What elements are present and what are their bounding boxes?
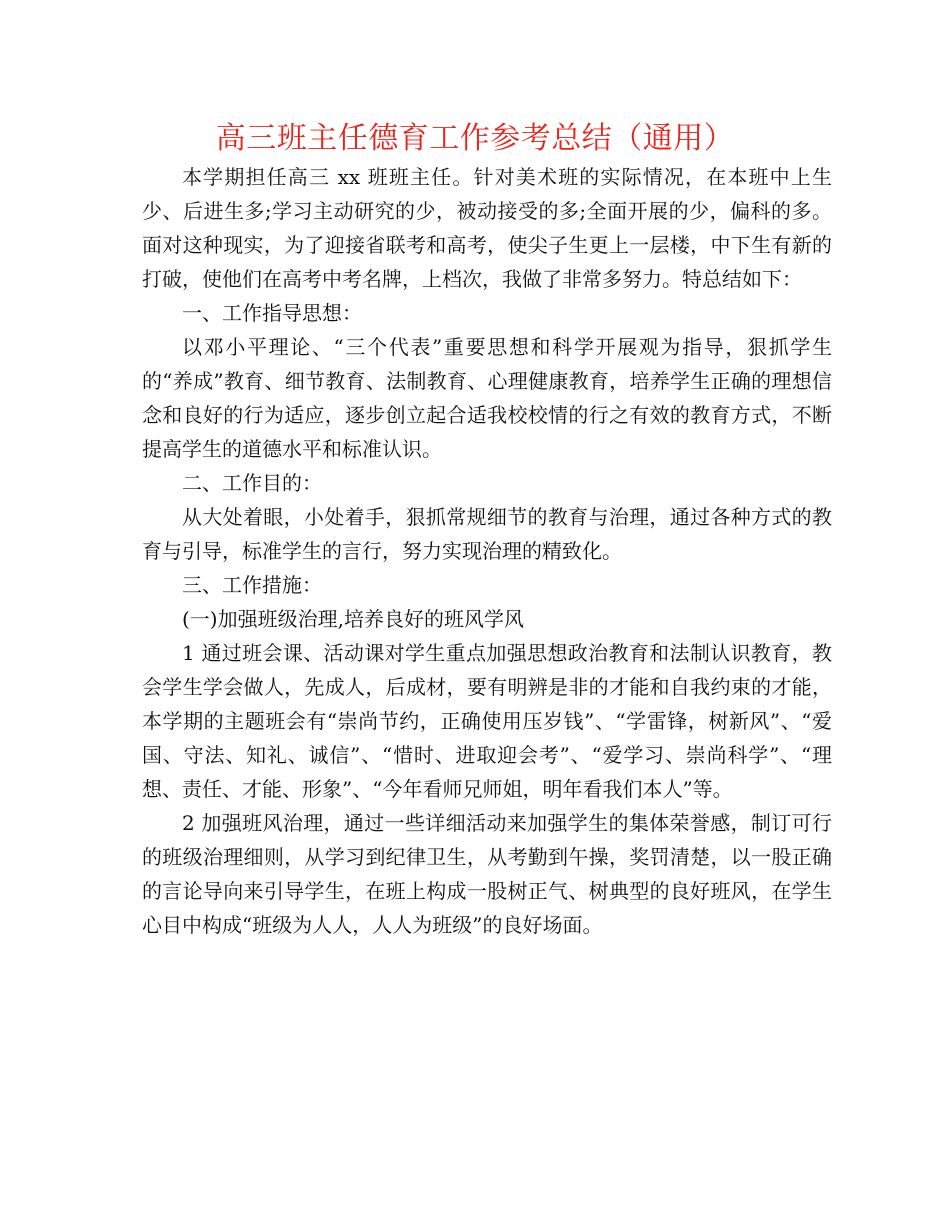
- section-heading-goals: 二、工作目的：: [182, 471, 322, 495]
- section-heading-measures: 三、工作措施：: [182, 573, 322, 597]
- paragraph-goals: 从大处着眼，小处着手，狠抓常规细节的教育与治理，通过各种方式的教育与引导，标准学生的言行，努力实现治理的精致化。: [142, 505, 832, 563]
- paragraph-measure-2: 2 加强班风治理，通过一些详细活动来加强学生的集体荣誉感，制订可行的班级治理细则，从学习到纪律卫生，从考勤到午操，奖罚清楚，以一股正确的言论导向来引导学生，在班上构成一股树正气、树典型的良好班风，在学生心目中构成“班级为人人，人人为班级”的良好场面。: [142, 811, 832, 937]
- subsection-heading-class-management: (一)加强班级治理,培养良好的班风学风: [182, 607, 524, 631]
- paragraph-measure-1: 1 通过班会课、活动课对学生重点加强思想政治教育和法制认识教育，教会学生学会做人，先成人，后成材，要有明辨是非的才能和自我约束的才能，本学期的主题班会有“崇尚节约，正确使用压岁钱”、“学雷锋，树新风”、“爱国、守法、知礼、诚信”、“惜时、进取迎会考”、“爱学习、崇尚科学”、“理想、责任、才能、形象”、“今年看师兄师姐，明年看我们本人”等。: [142, 641, 832, 801]
- paragraph-guiding-thought: 以邓小平理论、“三个代表”重要思想和科学开展观为指导，狠抓学生的“养成”教育、细节教育、法制教育、心理健康教育，培养学生正确的理想信念和良好的行为适应，逐步创立起合适我校校情的行之有效的教育方式，不断提高学生的道德水平和标准认识。: [142, 335, 832, 461]
- document-title: 高三班主任德育工作参考总结（通用）: [215, 121, 735, 156]
- section-heading-guiding-thought: 一、工作指导思想：: [182, 301, 362, 325]
- document-body: [142, 160, 832, 942]
- paragraph-intro: 本学期担任高三 xx 班班主任。针对美术班的实际情况，在本班中上生少、后进生多;学习主动研究的少，被动接受的多;全面开展的少，偏科的多。面对这种现实，为了迎接省联考和高考，使尖子生更上一层楼，中下生有新的打破，使他们在高考中考名牌，上档次，我做了非常多努力。特总结如下：: [142, 165, 832, 291]
